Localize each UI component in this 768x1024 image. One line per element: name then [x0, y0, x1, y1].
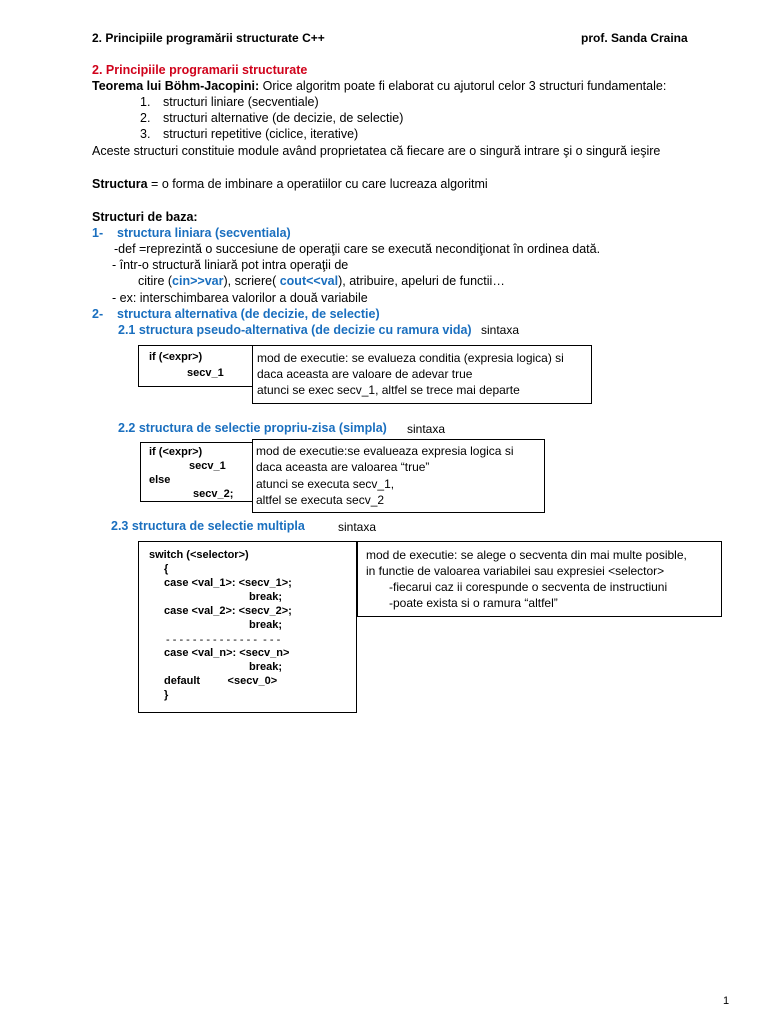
list-item-number: 2.: [140, 111, 151, 125]
definition-text: = o forma de imbinare a operatiilor cu care lucreaza algoritmi: [147, 177, 488, 191]
code-line: case <val_2>: <secv_2>;: [164, 605, 292, 617]
list-item-text: structuri repetitive (ciclice, iterative): [163, 127, 359, 141]
list-item-text: structuri alternative (de decizie, de selectie): [163, 111, 404, 125]
definition-paragraph: [92, 176, 488, 192]
s1-example: - ex: interschimbarea valorilor a două variabile: [112, 291, 368, 305]
code-line: default <secv_0>: [164, 675, 278, 687]
code-line: secv_2;: [193, 488, 234, 500]
s2-title: structura alternativa (de decizie, de selectie): [117, 307, 380, 321]
code-line: secv_1: [187, 367, 224, 379]
page-number: 1: [723, 995, 730, 1007]
text-fragment: citire (: [138, 274, 173, 288]
code-line: }: [164, 689, 169, 701]
description-line: daca aceasta are valoarea “true”: [256, 460, 430, 474]
theorem-paragraph: [92, 78, 666, 94]
code-line: case <val_1>: <secv_1>;: [164, 577, 292, 589]
description-line: atunci se exec secv_1, altfel se trece mai departe: [257, 383, 520, 397]
description-line: atunci se executa secv_1,: [256, 477, 395, 491]
code-line: if (<expr>): [149, 351, 203, 363]
description-line: -fiecarui caz ii corespunde o secventa de instructiuni: [389, 580, 668, 594]
s1-definition: -def =reprezintă o succesiune de operaţii care se execută necondiţionat în ordinea dată.: [114, 242, 601, 256]
s2-number: 2-: [92, 307, 104, 321]
s23-sintaxa: sintaxa: [338, 520, 377, 534]
text-fragment: ), scriere(: [223, 274, 280, 288]
code-line: switch (<selector>): [149, 549, 249, 561]
list-item: [140, 126, 358, 142]
s1-heading: [92, 225, 291, 241]
description-line: mod de executie: se evalueza conditia (expresia logica) si: [257, 351, 564, 365]
basics-title: Structuri de baza:: [92, 210, 198, 224]
s22-code-box: [140, 442, 255, 502]
description-line: -poate exista si o ramura “altfel”: [389, 596, 558, 610]
theorem-lead: Teorema lui Böhm-Jacopini:: [92, 79, 260, 93]
s1-line2: - într-o structură liniară pot intra operaţii de: [112, 258, 349, 272]
cin-code: cin>>var: [172, 274, 224, 288]
s21-title: 2.1 structura pseudo-alternativa (de decizie cu ramura vida): [118, 323, 472, 337]
s22-sintaxa: sintaxa: [407, 422, 446, 436]
description-line: daca aceasta are valoare de adevar true: [257, 367, 473, 381]
doc-header-title: 2. Principiile programării structurate C++: [92, 31, 325, 45]
s23-title: 2.3 structura de selectie multipla: [111, 519, 305, 533]
s1-number: 1-: [92, 226, 104, 240]
s21-sintaxa: sintaxa: [481, 323, 520, 337]
description-line: altfel se executa secv_2: [256, 493, 385, 507]
code-line: - - - - - - - - - - - - - - - - -: [166, 634, 281, 646]
s2-heading: [92, 306, 380, 322]
code-line: break;: [249, 591, 283, 603]
s22-description-box: [252, 439, 545, 513]
s1-title: structura liniara (secventiala): [117, 226, 291, 240]
text-fragment: ), atribuire, apeluri de functii…: [338, 274, 505, 288]
doc-header-author: prof. Sanda Craina: [581, 31, 688, 45]
code-line: case <val_n>: <secv_n>: [164, 647, 290, 659]
list-item: [140, 94, 319, 110]
list-item: [140, 110, 403, 126]
theorem-text: Orice algoritm poate fi elaborat cu ajutorul celor 3 structuri fundamentale:: [259, 79, 667, 93]
list-item-text: structuri liniare (secventiale): [163, 95, 319, 109]
description-line: mod de executie:se evalueaza expresia logica si: [256, 444, 514, 458]
s21-description-box: [252, 345, 592, 404]
description-line: in functie de valoarea variabilei sau expresiei <selector>: [366, 564, 665, 578]
code-line: secv_1: [189, 460, 226, 472]
definition-lead: Structura: [92, 177, 148, 191]
code-line: else: [149, 474, 171, 486]
s23-description-box: [357, 541, 722, 617]
s23-code-box: [138, 541, 357, 713]
cout-code: cout<<val: [279, 274, 339, 288]
section-title: 2. Principiile programarii structurate: [92, 63, 308, 77]
code-line: break;: [249, 619, 283, 631]
code-line: if (<expr>): [149, 446, 203, 458]
code-line: break;: [249, 661, 283, 673]
list-item-number: 1.: [140, 95, 151, 109]
s22-title: 2.2 structura de selectie propriu-zisa (simpla): [118, 421, 387, 435]
s1-line3: [138, 273, 505, 289]
code-line: {: [164, 563, 169, 575]
list-item-number: 3.: [140, 127, 151, 141]
description-line: mod de executie: se alege o secventa din mai multe posible,: [366, 548, 687, 562]
theorem-note: Aceste structuri constituie module având proprietatea că fiecare are o singură intrare şi o singură ieşire: [92, 144, 661, 158]
s21-code-box: [138, 345, 253, 387]
